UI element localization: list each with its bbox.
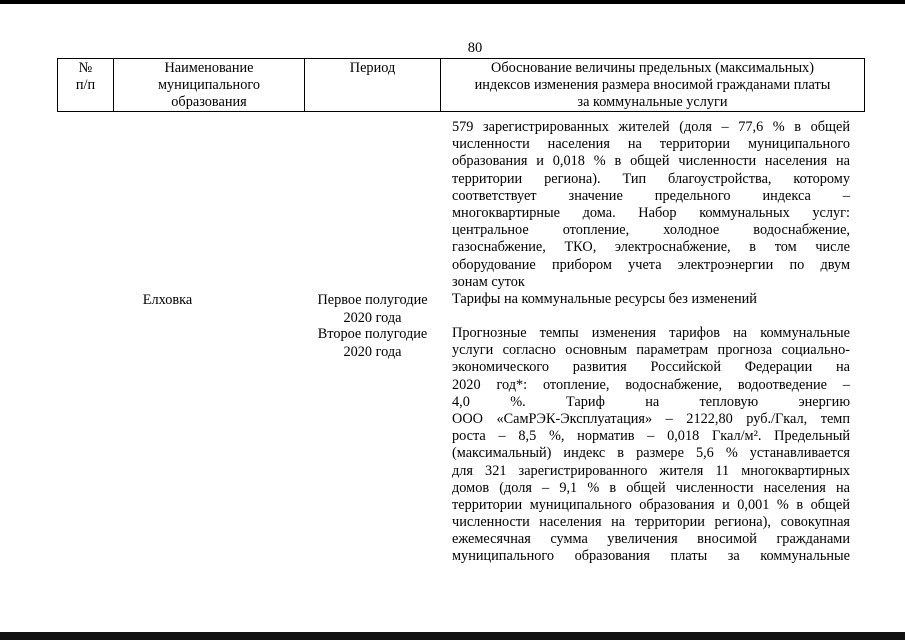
text-line: (максимальный) индекс в размере 5,6 % устанавливается [452,445,850,462]
text-line: численности населения на территории региона), совокупная [452,514,850,531]
header-municipality-line-2: муниципального [157,77,261,93]
text-line: соответствует значение предельного индекса – [452,187,850,204]
period-first-half [305,291,440,327]
basis-second-half [452,325,850,566]
text-line: газоснабжение, ТКО, электроснабжение, в том числе [452,239,850,256]
text-line: роста – 8,5 %, норматив – 0,018 Гкал/м². Предельный [452,428,850,445]
text-line: муниципального образования платы за коммунальные [452,548,850,565]
header-number-line-2: п/п [75,77,96,93]
header-period-line-1: Период [349,60,396,76]
text-line: образования и 0,018 % в общей численности населения на [452,153,850,170]
text-line: экономического развития Российской Федерации на [452,359,850,376]
text-line: Прогнозные темпы изменения тарифов на коммунальные [452,325,850,341]
page-number: 80 [467,40,483,56]
text-line: многоквартирные дома. Набор коммунальных услуг: [452,204,850,221]
period-second-half-line-2: 2020 года [343,344,402,360]
top-border [0,0,905,4]
text-line: оборудование прибором учета электроэнергии по двум [452,256,850,273]
header-basis-line-1: Обоснование величины предельных (максимальных) [491,60,814,76]
text-line: территории муниципального образования и 0,001 % в общей [452,496,850,513]
period-second-half [305,325,440,361]
text-line: для 321 зарегистрированного жителя 11 многоквартирных [452,462,850,479]
header-basis-line-3: за коммунальные услуги [577,94,728,110]
header-number [58,60,113,94]
bottom-border [0,632,905,640]
text-line: услуги согласно основным параметрам прогноза социально- [452,342,850,359]
text-line: территории региона). Тип благоустройства, которому [452,170,850,187]
header-basis-line-2: индексов изменения размера вносимой гражданами платы [474,77,831,93]
text-line: 579 зарегистрированных жителей (доля – 77,6 % в общей [452,119,850,135]
period-second-half-line-1: Второе полугодие [317,326,428,342]
header-municipality [114,60,304,111]
text-line: 4,0 %. Тариф на тепловую энергию [452,393,850,410]
text-line: 2020 год*: отопление, водоснабжение, водоотведение – [452,376,850,393]
header-basis [441,60,864,111]
text-line: ООО «СамРЭК-Эксплуатация» – 2122,80 руб./Гкал, темп [452,410,850,427]
text-line: домов (доля – 9,1 % в общей численности населения на [452,479,850,496]
text-line: численности населения на территории муниципального [452,136,850,153]
period-first-half-line-1: Первое полугодие [317,292,428,308]
header-municipality-line-1: Наименование [164,60,254,76]
text-line: Тарифы на коммунальные ресурсы без изменений [452,291,757,307]
text-line: зонам суток [452,273,525,290]
header-top-line [57,58,865,59]
header-number-line-1: № [78,60,93,76]
basis-first-half [452,291,850,308]
municipality-name: Елховка [142,292,193,308]
header-divider-5 [864,58,865,112]
continuation-paragraph [452,119,850,291]
header-period [305,60,440,77]
text-line: ежемесячная сумма увеличения вносимой гражданами [452,531,850,548]
header-bottom-line [57,111,865,112]
period-first-half-line-2: 2020 года [343,310,402,326]
header-municipality-line-3: образования [171,94,247,110]
text-line: центральное отопление, холодное водоснабжение, [452,222,850,239]
